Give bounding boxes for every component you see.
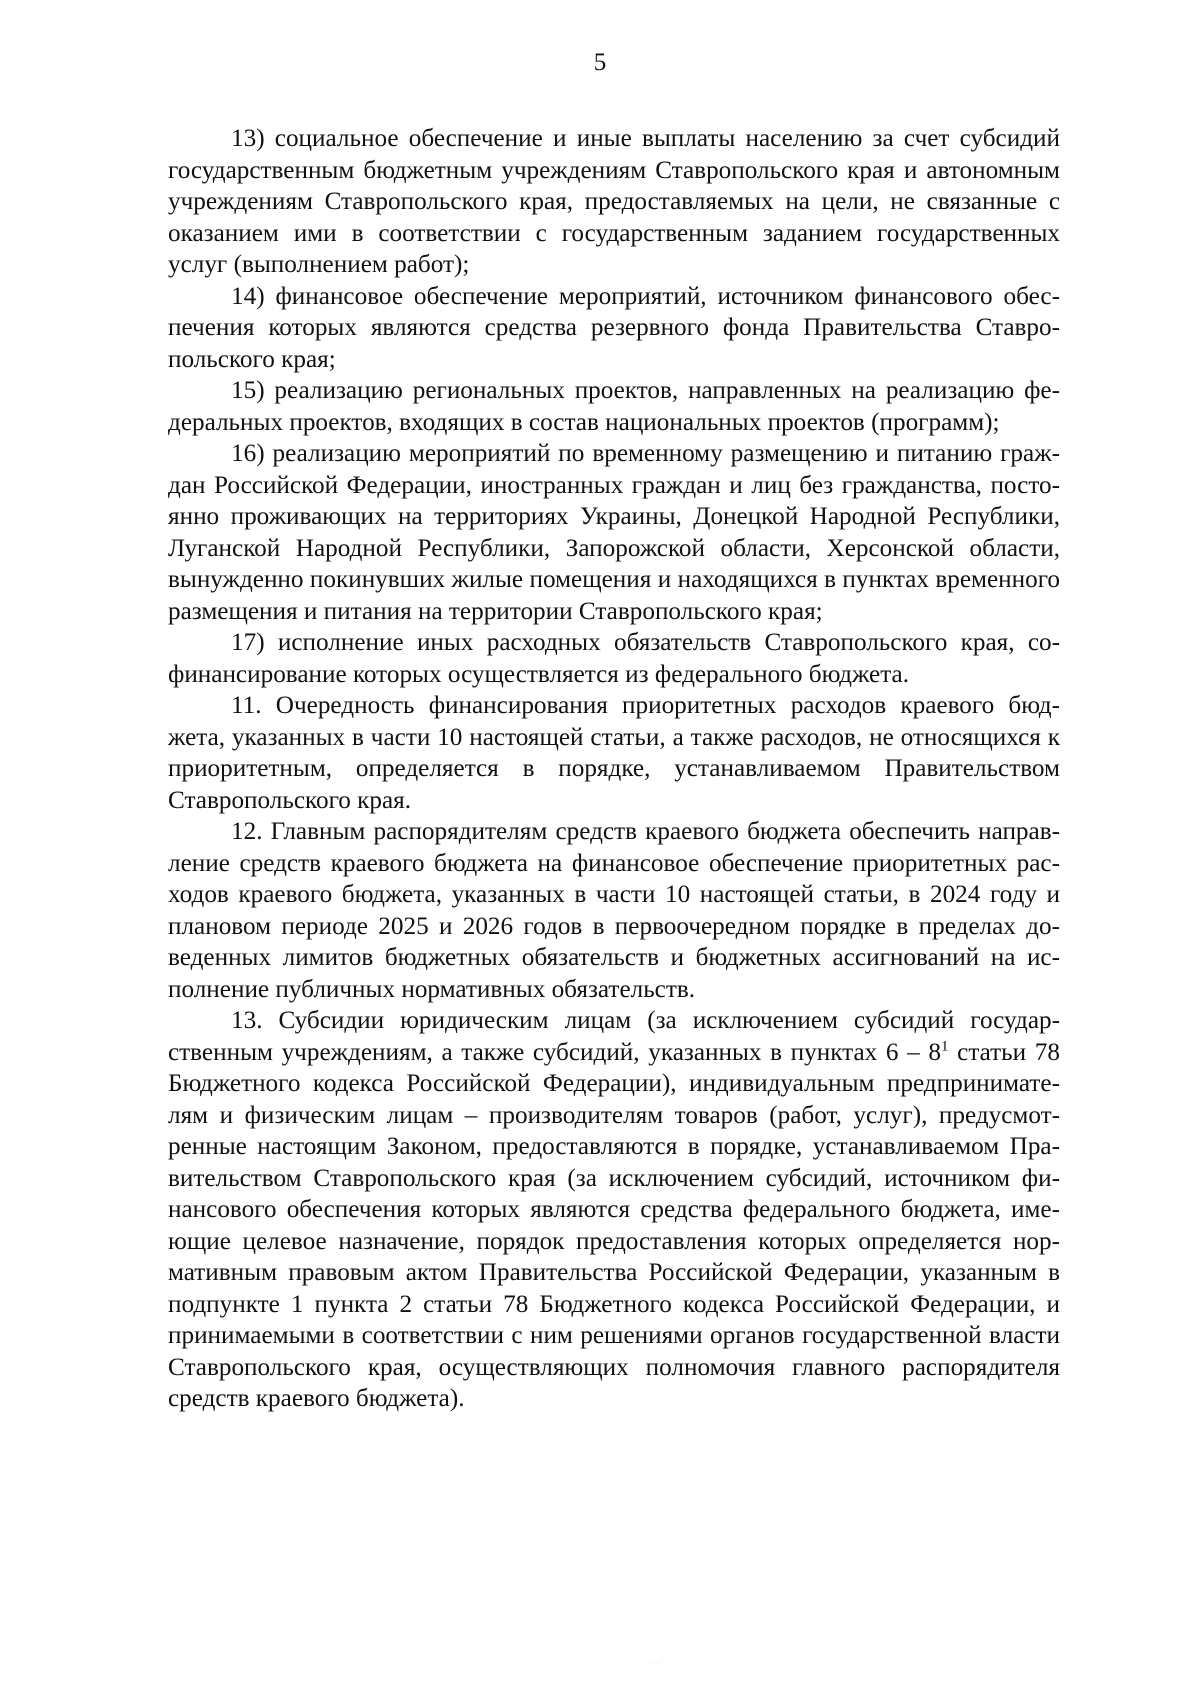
paragraph-part-11: 11. Очередность финансирования приоритетных расходов краевого бюджета, указанных в части 10 настоящей статьи, а также расходов, не относящихся к приоритетным, определяется в порядке, устанавливаемом Правительством Ставропольского края. [168,692,1060,814]
part-13-text-end: статьи 78 Бюджетного кодекса Российской Федерации), индивидуальным предпринимателям и физическим лицам – производителям товаров (работ, услуг), предусмотренные настоящим Законом, предоставляются в порядке, устанавливаемом Правительством Ставропольского края (за исключением субсидий, источником финансового обеспечения которых являются средства федерального бюджета, имеющие целевое назначение, порядок предоставления которых определяется нормативным правовым актом Правительства Российской Федерации, указанным в подпункте 1 пункта 2 статьи 78 Бюджетного кодекса Российской Федерации, и принимаемыми в соответствии с ним решениями органов государственной власти Ставропольского края, осуществляющих полномочия главного распорядителя средств краевого бюджета). [168,1038,1060,1412]
paragraph-item-13: 13) социальное обеспечение и иные выплаты населению за счет субсидий государственным бюджетным учреждениям Ставропольского края и автономным учреждениям Ставропольского края, предоставляемых на цели, не связанные с оказанием ими в соответствии с государственным заданием государственных услуг (выполнением работ); [168,125,1060,278]
page-number: 5 [593,49,607,76]
paragraph-item-17: 17) исполнение иных расходных обязательств Ставропольского края, софинансирование которых осуществляется из федерального бюджета. [168,629,1060,688]
paragraph-part-13 [168,1005,1060,1415]
superscript-index: 1 [940,1038,949,1055]
paragraph-part-12: 12. Главным распорядителям средств краевого бюджета обеспечить направление средств краевого бюджета на финансовое обеспечение приоритетных расходов краевого бюджета, указанных в части 10 настоящей статьи, в 2024 году и плановом периоде 2025 и 2026 годов в первоочередном порядке в пределах доведенных лимитов бюджетных обязательств и бюджетных ассигнований на исполнение публичных нормативных обязательств. [168,818,1060,1003]
document-body [168,123,1060,1415]
paragraph-item-15: 15) реализацию региональных проектов, направленных на реализацию федеральных проектов, входящих в состав национальных проектов (программ); [168,377,1060,436]
paragraph-item-16: 16) реализацию мероприятий по временному размещению и питанию граждан Российской Федерации, иностранных граждан и лиц без гражданства, постоянно проживающих на территориях Украины, Донецкой Народной Республики, Луганской Народной Республики, Запорожской области, Херсонской области, вынужденно покинувших жилые помещения и находящихся в пунктах временного размещения и питания на территории Ставропольского края; [168,440,1060,625]
scan-noise-dots: · · [652,1659,660,1668]
part-13-text-start: 13. Субсидии юридическим лицам (за исключением субсидий государственным учреждениям, а также субсидий, указанных в пунктах 6 – 8 [168,1007,1060,1066]
paragraph-item-14: 14) финансовое обеспечение мероприятий, источником финансового обеспечения которых являются средства резервного фонда Правительства Ставропольского края; [168,282,1060,373]
